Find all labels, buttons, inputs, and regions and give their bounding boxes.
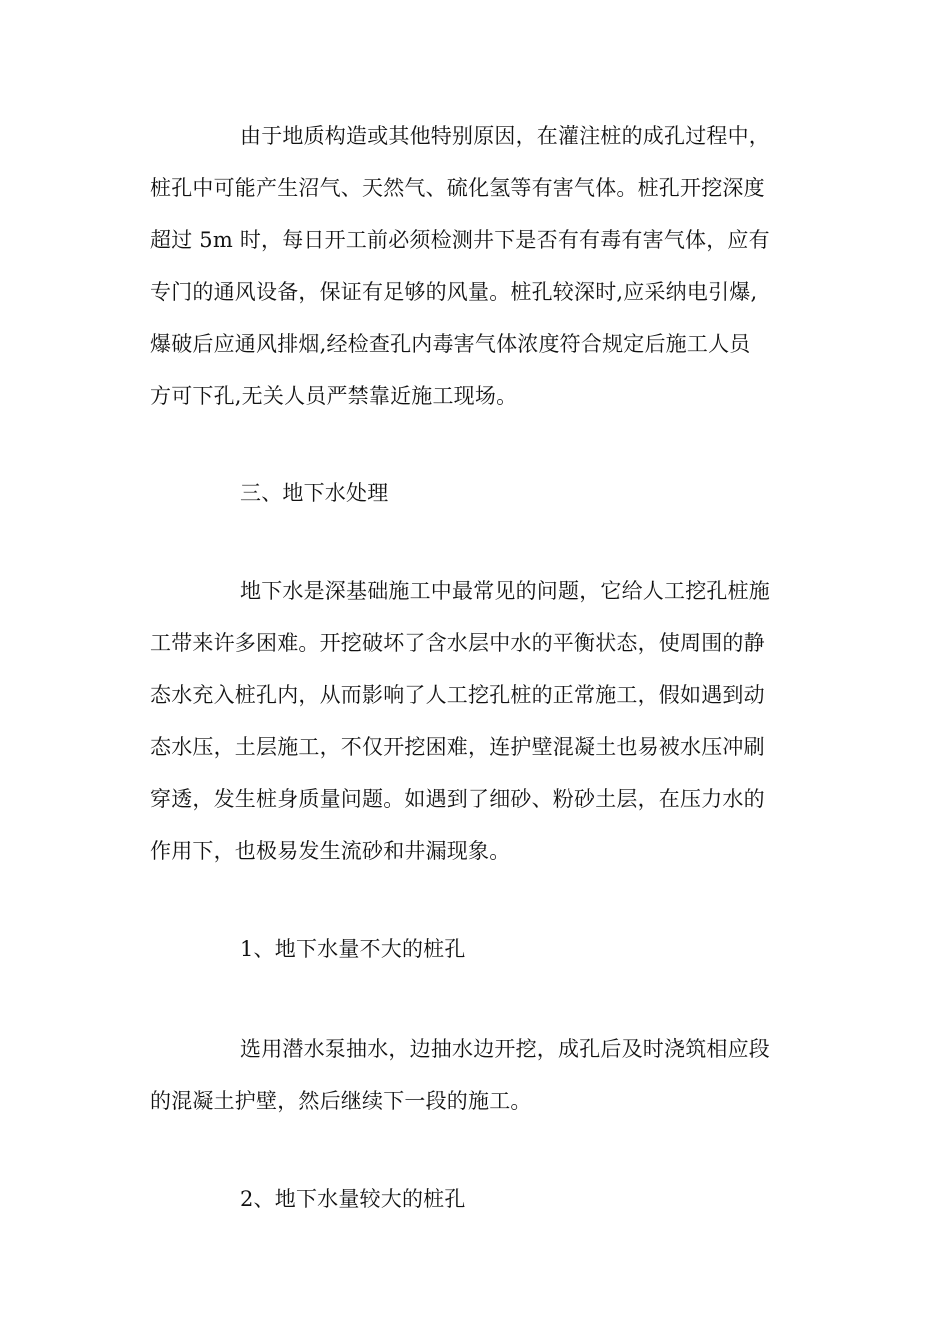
subheading: 1、地下水量不大的桩孔 [240,937,466,961]
subheading: 2、地下水量较大的桩孔 [240,1187,466,1211]
text-line: 超过 5m 时，每日开工前必须检测井下是否有有毒有害气体，应有 [150,228,770,252]
text-line: 桩孔中可能产生沼气、天然气、硫化氢等有害气体。桩孔开挖深度 [150,176,765,200]
text-line: 态水压，土层施工，不仅开挖困难，连护壁混凝土也易被水压冲刷 [150,735,765,759]
text-line: 方可下孔,无关人员严禁靠近施工现场。 [150,384,518,408]
section-heading: 三、地下水处理 [240,481,389,505]
text-line: 地下水是深基础施工中最常见的问题，它给人工挖孔桩施 [240,579,770,603]
text-line: 的混凝土护壁，然后继续下一段的施工。 [150,1089,532,1113]
text-line: 选用潜水泵抽水，边抽水边开挖，成孔后及时浇筑相应段 [240,1037,770,1061]
text-line: 由于地质构造或其他特别原因，在灌注桩的成孔过程中， [240,124,770,148]
text-line: 作用下，也极易发生流砂和井漏现象。 [150,839,511,863]
text-line: 态水充入桩孔内，从而影响了人工挖孔桩的正常施工，假如遇到动 [150,683,765,707]
text-line: 专门的通风设备，保证有足够的风量。桩孔较深时,应采纳电引爆, [150,280,758,304]
text-line: 爆破后应通风排烟,经检查孔内毒害气体浓度符合规定后施工人员 [150,332,751,356]
text-line: 工带来许多困难。开挖破坏了含水层中水的平衡状态，使周围的静 [150,631,765,655]
text-line: 穿透，发生桩身质量问题。如遇到了细砂、粉砂土层，在压力水的 [150,787,765,811]
